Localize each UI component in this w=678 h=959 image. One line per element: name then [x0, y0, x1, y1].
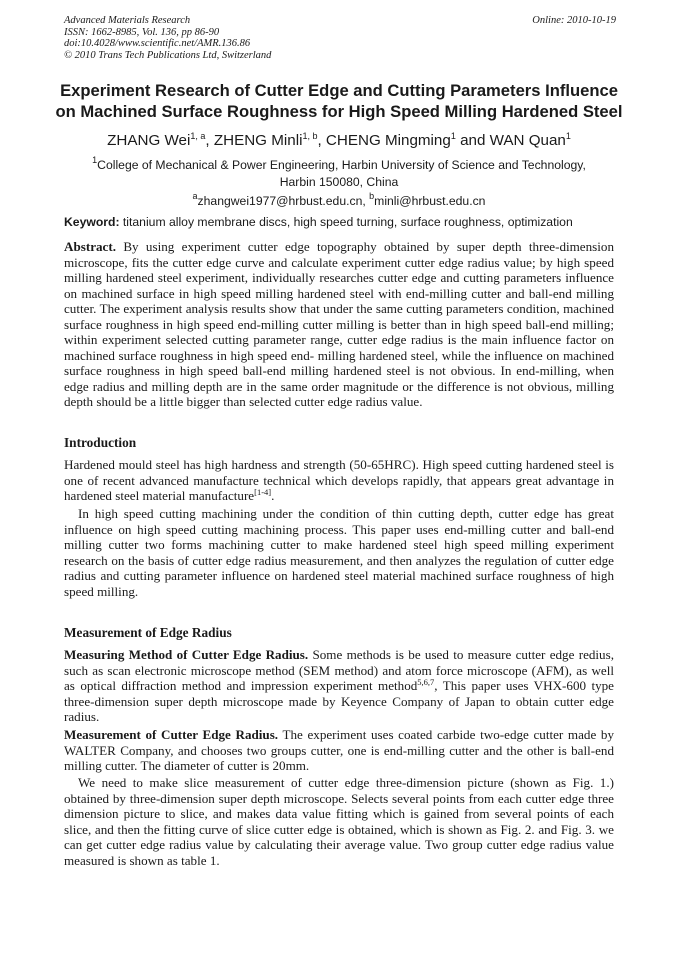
author-name: ZHENG Minli — [213, 132, 303, 149]
measurement-paragraph-1 — [64, 647, 614, 725]
email-line — [64, 191, 614, 209]
affiliation-line-1: College of Mechanical & Power Engineering, Harbin University of Science and Technology, — [97, 158, 586, 172]
citation-ref: 5,6,7 — [417, 677, 435, 687]
author-name: ZHANG Wei — [107, 132, 191, 149]
doi-line: doi:10.4028/www.scientific.net/AMR.136.86 — [64, 38, 251, 49]
citation-ref: [1-4] — [254, 487, 272, 497]
author-affil-sup: 1, b — [302, 131, 318, 141]
email-b: minli@hrbust.edu.cn — [374, 194, 486, 208]
measurement-p2-label: Measurement of Cutter Edge Radius. — [64, 727, 279, 742]
measurement-p1-text: Some methods is be used to measure cutter edge redius, such as scan electronic microscope method (SEM method) and atom force microscope (AFM), as well as optical diffraction method and impression experiment method — [64, 647, 614, 693]
author-name: CHENG Mingming — [325, 132, 451, 149]
abstract — [64, 239, 614, 410]
keywords-text: titanium alloy membrane discs, high speed turning, surface roughness, optimization — [119, 215, 573, 229]
measurement-p1-text-2: , This paper uses VHX-600 type three-dimension super depth microscope made by Keyence Company of Japan to obtain cutter edge radius. — [64, 678, 614, 724]
author-separator: and — [455, 132, 490, 149]
measurement-heading: Measurement of Edge Radius — [64, 625, 232, 640]
title-line-1: Experiment Research of Cutter Edge and Cutting Parameters Influence — [60, 81, 618, 100]
title-line-2: on Machined Surface Roughness for High Speed Milling Hardened Steel — [55, 102, 623, 121]
keywords — [64, 215, 624, 230]
email-sup-a: a — [192, 191, 198, 201]
email-a: zhangwei1977@hrbust.edu.cn, — [197, 194, 370, 208]
author-name: WAN Quan — [489, 132, 566, 149]
measurement-paragraph-3: We need to make slice measurement of cutter edge three-dimension picture (shown as Fig. 1.) obtained by three-dimension super depth microscope. Selects several points from each cutter edge three dimension picture to slice, and makes data value fitting which is gained from several points of each slice, and then the fitting curve of slice cutter edge is obtained, which is shown as Fig. 2. and Fig. 3. we can get cutter edge radius value by calculating their average value. Two group cutter edge radius value measured is shown as table 1. — [64, 775, 614, 868]
author-separator: , — [205, 132, 214, 149]
affiliation-line-2: Harbin 150080, China — [279, 174, 399, 189]
measurement-paragraph-2 — [64, 727, 614, 774]
introduction-heading: Introduction — [64, 435, 137, 450]
measurement-p1-label: Measuring Method of Cutter Edge Radius. — [64, 647, 309, 662]
introduction-paragraph-1 — [64, 457, 614, 504]
email-sup-b: b — [369, 191, 375, 201]
author-separator: , — [317, 132, 326, 149]
author-affil-sup: 1, a — [190, 131, 206, 141]
author-affil-sup: 1 — [565, 131, 571, 141]
affiliation-sup: 1 — [92, 155, 98, 165]
copyright-line: © 2010 Trans Tech Publications Ltd, Switzerland — [64, 49, 272, 61]
journal-header — [64, 15, 616, 61]
introduction-p1-end: . — [271, 488, 275, 503]
abstract-label: Abstract. — [64, 239, 116, 254]
measurement-p2-text: The experiment uses coated carbide two-edge cutter made by WALTER Company, and chooses two groups cutter, one is end-milling cutter and the other is ball-end milling cutter. The diameter of cutter is 20mm. — [64, 727, 614, 773]
abstract-text: By using experiment cutter edge topography obtained by super depth three-dimension microscope, fits the cutter edge curve and calculate experiment cutter edge radius value; by high speed milling hardened steel experiment, individually researches cutter edge and cutting parameters influence on machined surface in high speed milling hardened steel with end-milling cutter and ball-end milling cutter. The experiment analysis results show that under the same cutting parameters condition, machined surface roughness in high speed end-milling cutter milling is better than in high speed ball-end milling; within experiment selected cutting parameter range, cutter edge radius is the main influence factor on machined surface roughness in high speed end- milling hardened steel, while the influence on machined surface roughness in high speed ball-end milling hardened steel is not obvious. In end-milling, when edge radius and milling depth are in the same order magnitude or the difference is not obvious, milling depth should be a little bigger than selected cutter edge radius value. — [64, 239, 614, 409]
affiliation — [64, 157, 614, 190]
introduction-p1-text: Hardened mould steel has high hardness and strength (50-65HRC). High speed cutting hardened steel is one of recent advanced manufacture technical which develops rapidly, that appears great advantage in hardened steel material manufacture — [64, 457, 614, 503]
introduction-paragraph-2: In high speed cutting machining under the condition of thin cutting depth, cutter edge has great influence on high speed cutting machining process. This paper uses end-milling cutter and ball-end milling cutter two forms machining cutter to make hardened steel high speed milling experiment research on the basis of cutter edge radius measurement, and then analyzes the regulation of cutter edge radius and cutting parameter influence on hardened steel material machined surface roughness of high speed milling. — [64, 506, 614, 599]
keywords-label: Keyword: — [64, 215, 120, 229]
author-list — [40, 131, 638, 151]
journal-name: Advanced Materials Research — [64, 15, 191, 26]
paper-title — [40, 80, 638, 122]
online-date: Online: 2010-10-19 — [532, 15, 616, 26]
author-affil-sup: 1 — [450, 131, 456, 141]
issn-line: ISSN: 1662-8985, Vol. 136, pp 86-90 — [64, 26, 220, 38]
